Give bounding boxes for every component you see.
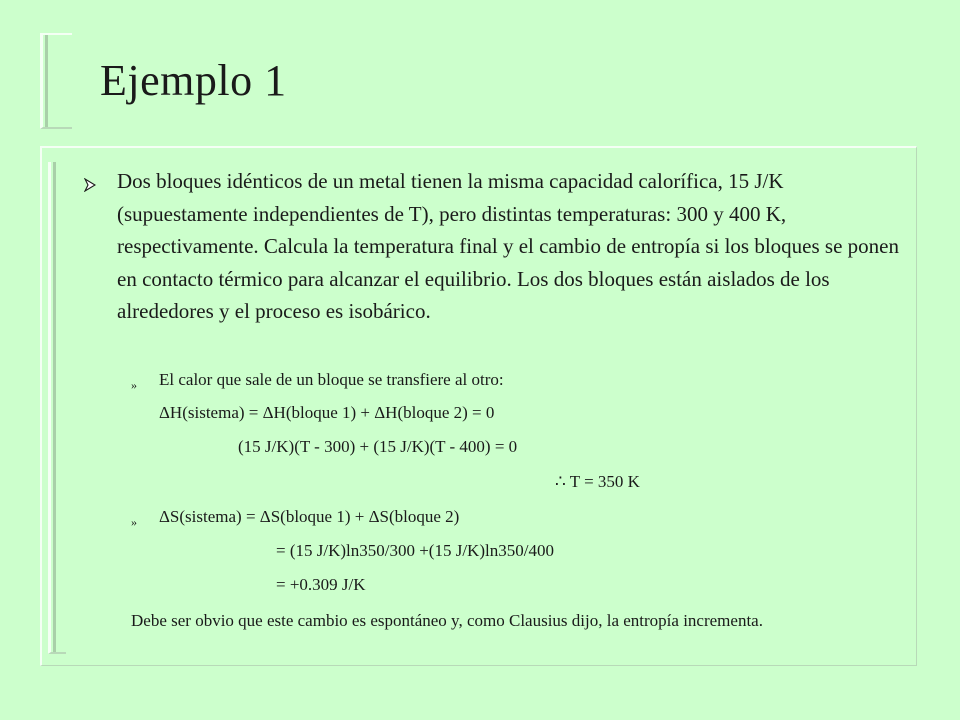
entropy-equation: ΔS(sistema) = ΔS(bloque 1) + ΔS(bloque 2) [159, 507, 460, 526]
problem-statement: Dos bloques idénticos de un metal tienen la misma capacidad calorífica, 15 J/K (supuestamente independientes de T), pero distintas temperaturas: 300 y 400 K, respectivamente. Calcula la temperatura final y el cambio de entropía si los bloques se ponen en contacto térmico para alcanzar el equilibrio. Los dos bloques están aislados de los alrededores y el proceso es isobárico. [117, 169, 899, 324]
conclusion-text: Debe ser obvio que este cambio es espontáneo y, como Clausius dijo, la entropía incrementa. [131, 611, 763, 630]
title-decoration-bar [40, 33, 72, 129]
arrow-bullet-icon [84, 178, 96, 192]
slide-title: Ejemplo 1 [100, 56, 287, 105]
heat-intro-text: El calor que sale de un bloque se transfiere al otro: [159, 370, 504, 389]
sub-bullet-marker: » [131, 378, 137, 392]
content-decoration-bar [48, 162, 66, 654]
enthalpy-substitution: (15 J/K)(T - 300) + (15 J/K)(T - 400) = 0 [238, 437, 518, 456]
temperature-result: ∴ T = 350 K [555, 472, 640, 491]
enthalpy-equation: ΔH(sistema) = ΔH(bloque 1) + ΔH(bloque 2) = 0 [159, 403, 495, 422]
sub-bullet-marker: » [131, 515, 137, 529]
entropy-result: = +0.309 J/K [276, 575, 366, 594]
entropy-substitution: = (15 J/K)ln350/300 +(15 J/K)ln350/400 [276, 541, 554, 560]
